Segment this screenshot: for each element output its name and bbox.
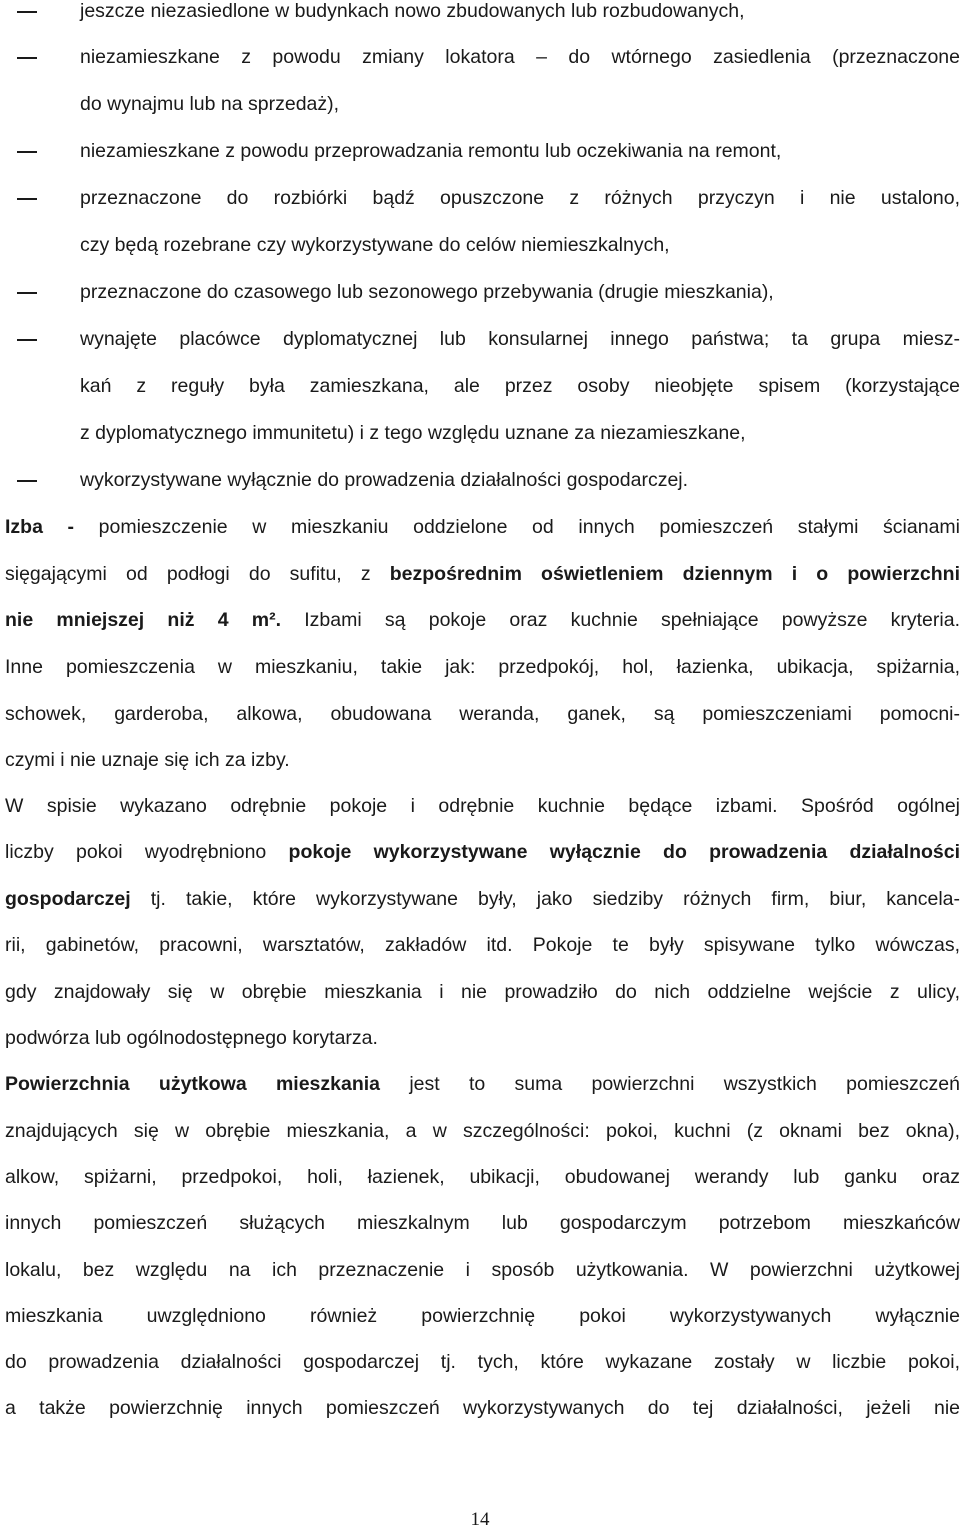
powierzchnia-definition-line: Powierzchnia użytkowa mieszkania jest to suma powierzchni wszystkich pomieszczeń [5,1073,960,1095]
izba-definition-line: nie mniejszej niż 4 m². Izbami są pokoje oraz kuchnie spełniające powyższe kryteria. [5,609,960,631]
dash-bullet-icon [17,198,37,200]
list-item: niezamieszkane z powodu przeprowadzania remontu lub oczekiwania na remont, [80,137,781,165]
term-izba: Izba - [5,516,75,538]
izba-definition-line: czymi i nie uznaje się ich za izby. [5,749,290,771]
spis-paragraph-line: gospodarczej tj. takie, które wykorzystywane były, jako siedziby różnych firm, biur, kancela- [5,888,960,910]
spis-paragraph-line: W spisie wykazano odrębnie pokoje i odrębnie kuchnie będące izbami. Spośród ogólnej [5,795,960,817]
spis-paragraph-line: rii, gabinetów, pracowni, warsztatów, zakładów itd. Pokoje te były spisywane tylko wówczas, [5,934,960,956]
izba-definition-line: schowek, garderoba, alkowa, obudowana weranda, ganek, są pomieszczeniami pomocni- [5,703,960,725]
dash-bullet-icon [17,292,37,294]
list-item: wynajęte placówce dyplomatycznej lub konsularnej innego państwa; ta grupa miesz- [80,325,960,353]
list-item-continuation: z dyplomatycznego immunitetu) i z tego względu uznane za niezamieszkane, [80,422,746,444]
dash-bullet-icon [17,57,37,59]
list-item-continuation: kań z reguły była zamieszkana, ale przez osoby nieobjęte spisem (korzystające [80,375,960,397]
powierzchnia-definition-line: a także powierzchnię innych pomieszczeń wykorzystywanych do tej działalności, jeżeli nie [5,1397,960,1419]
list-item-continuation: czy będą rozebrane czy wykorzystywane do celów niemieszkalnych, [80,234,670,256]
dash-bullet-icon [17,480,37,482]
izba-definition-line: Izba - pomieszczenie w mieszkaniu oddzielone od innych pomieszczeń stałymi ścianami [5,516,960,538]
izba-definition-line: Inne pomieszczenia w mieszkaniu, takie jak: przedpokój, hol, łazienka, ubikacja, spiżarnia, [5,656,960,678]
page-number: 14 [470,1509,490,1530]
spis-paragraph-line: liczby pokoi wyodrębniono pokoje wykorzystywane wyłącznie do prowadzenia działalności [5,841,960,863]
spis-paragraph-line: gdy znajdowały się w obrębie mieszkania i nie prowadziło do nich oddzielne wejście z ulicy, [5,981,960,1003]
list-item: wykorzystywane wyłącznie do prowadzenia działalności gospodarczej. [80,466,688,494]
dash-bullet-icon [17,11,37,13]
powierzchnia-definition-line: mieszkania uwzględniono również powierzchnię pokoi wykorzystywanych wyłącznie [5,1305,960,1327]
dash-bullet-icon [17,339,37,341]
izba-definition-line: sięgającymi od podłogi do sufitu, z bezpośrednim oświetleniem dziennym i o powierzchni [5,563,960,585]
list-item: przeznaczone do rozbiórki bądź opuszczone z różnych przyczyn i nie ustalono, [80,184,960,212]
powierzchnia-definition-line: innych pomieszczeń służących mieszkalnym lub gospodarczym potrzebom mieszkańców [5,1212,960,1234]
powierzchnia-definition-line: lokalu, bez względu na ich przeznaczenie i sposób użytkowania. W powierzchni użytkowej [5,1259,960,1281]
list-item: jeszcze niezasiedlone w budynkach nowo zbudowanych lub rozbudowanych, [80,0,745,25]
powierzchnia-definition-line: znajdujących się w obrębie mieszkania, a w szczególności: pokoi, kuchni (z oknami bez okna), [5,1120,960,1142]
powierzchnia-definition-line: do prowadzenia działalności gospodarczej tj. tych, które wykazane zostały w liczbie pokoi, [5,1351,960,1373]
list-item: niezamieszkane z powodu zmiany lokatora – do wtórnego zasiedlenia (przeznaczone [80,43,960,71]
powierzchnia-definition-line: alkow, spiżarni, przedpokoi, holi, łazienek, ubikacji, obudowanej werandy lub ganku oraz [5,1166,960,1188]
list-item: przeznaczone do czasowego lub sezonowego przebywania (drugie mieszkania), [80,278,774,306]
term-powierzchnia-uzytkowa: Powierzchnia użytkowa mieszkania [5,1073,381,1095]
spis-paragraph-line: podwórza lub ogólnodostępnego korytarza. [5,1027,378,1049]
dash-bullet-icon [17,151,37,153]
list-item-continuation: do wynajmu lub na sprzedaż), [80,93,340,115]
